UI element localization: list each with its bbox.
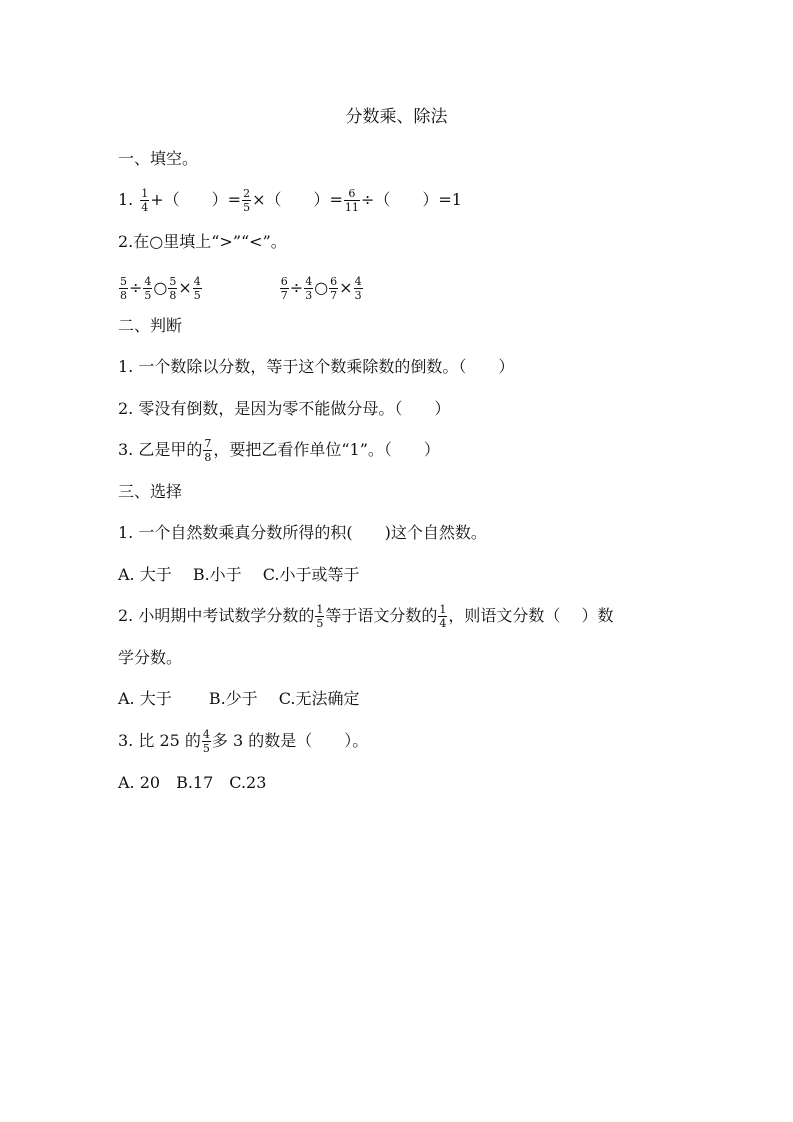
question-1-2: 2.在○里填上“>”“<”。: [118, 232, 287, 251]
question-3-3: 3. 比 25 的 $\frac{4}{5}$ 多 3 的数是（ ）。: [118, 727, 369, 755]
fraction: $\frac{6}{11}$: [344, 186, 359, 214]
fraction: $\frac{1}{5}$: [316, 602, 324, 630]
compare-expression-b: $\frac{6}{7}$ ÷ $\frac{4}{3}$ ○ $\frac{6}{7}$ × $\frac{4}{3}$: [280, 274, 362, 302]
question-2-1: 1. 一个数除以分数，等于这个数乘除数的倒数。（ ）: [118, 357, 515, 376]
question-3-2: 2. 小明期中考试数学分数的 $\frac{1}{5}$ 等于语文分数的 $\frac{1}{4}$ ，则语文分数（ ）数: [118, 602, 614, 630]
page-title: 分数乘、除法: [345, 107, 448, 127]
question-number: 1.: [118, 190, 134, 209]
question-text: +（ ）=: [150, 190, 242, 209]
fraction: $\frac{7}{8}$: [204, 436, 212, 464]
fraction: $\frac{1}{4}$: [439, 602, 447, 630]
question-3-1-options: A. 大于 B.小于 C.小于或等于: [118, 565, 360, 584]
compare-circle[interactable]: ○: [153, 278, 168, 297]
question-1-1: [118, 187, 462, 213]
section-1-heading: 一、填空。: [118, 149, 199, 168]
section-3-heading: 三、选择: [118, 482, 183, 501]
fraction: $\frac{2}{5}$: [243, 186, 251, 214]
question-3-2-continued: 学分数。: [118, 648, 183, 667]
question-3-2-options: A. 大于 B.少于 C.无法确定: [118, 689, 360, 708]
compare-expressions: [118, 272, 364, 304]
compare-expression-a: $\frac{5}{8}$ ÷ $\frac{4}{5}$ ○ $\frac{5}{8}$ × $\frac{4}{5}$: [120, 274, 201, 302]
section-2-heading: 二、判断: [118, 316, 183, 335]
question-text: ÷（ ）=1: [360, 190, 462, 209]
question-2-2: 2. 零没有倒数，是因为零不能做分母。（ ）: [118, 399, 451, 418]
question-3-1: 1. 一个自然数乘真分数所得的积( )这个自然数。: [118, 523, 487, 542]
compare-circle[interactable]: ○: [314, 278, 329, 297]
question-3-3-options: A. 20 B.17 C.23: [118, 773, 267, 792]
fraction: $\frac{1}{4}$: [141, 186, 149, 214]
question-2-3: 3. 乙是甲的 $\frac{7}{8}$ ，要把乙看作单位“1”。（ ）: [118, 436, 440, 464]
question-text: ×（ ）=: [252, 190, 343, 209]
fraction: $\frac{4}{5}$: [202, 727, 210, 755]
